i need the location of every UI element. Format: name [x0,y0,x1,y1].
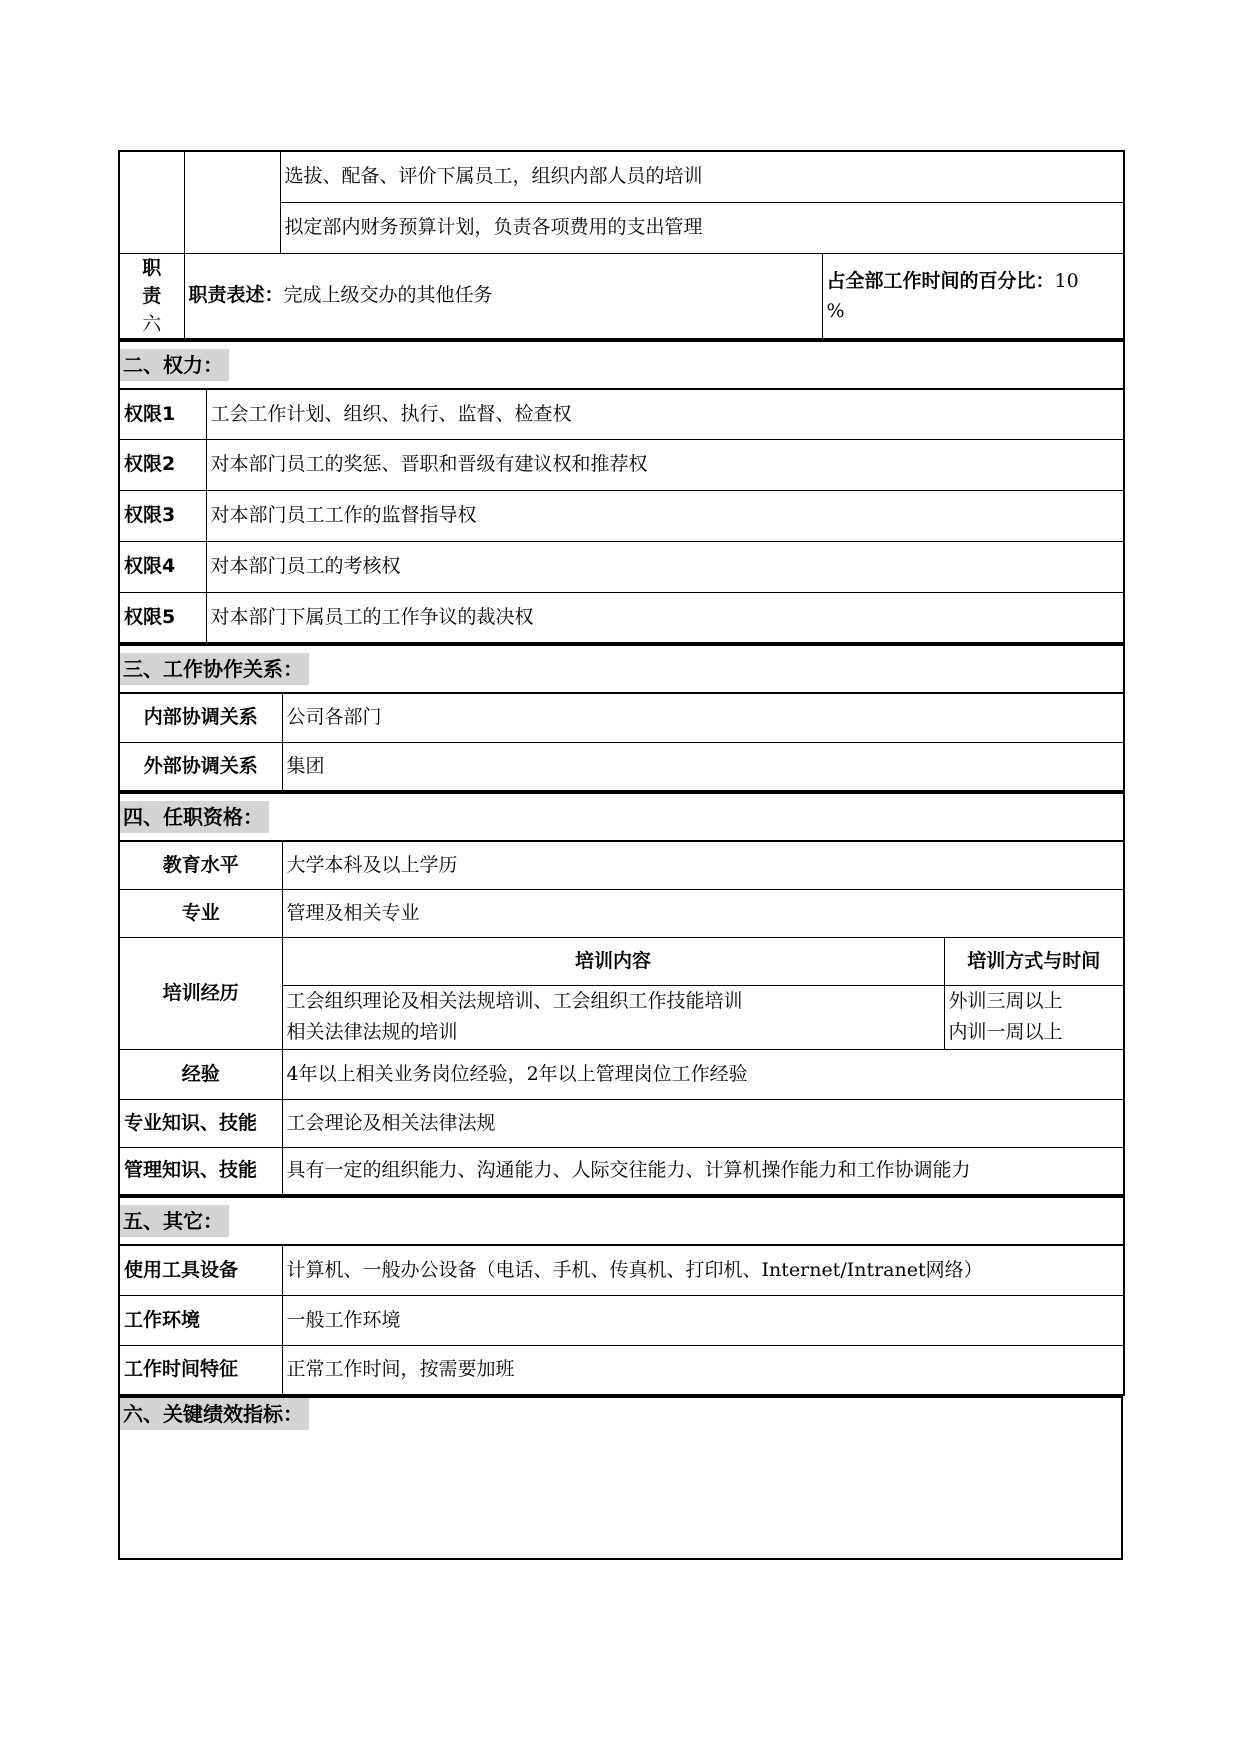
other-label: 使用工具设备 [119,1245,282,1295]
kpi-section [119,1397,1122,1559]
training-label: 培训经历 [119,937,282,1049]
authority-label: 权限1 [119,389,206,439]
duty6-percentage [822,253,1124,339]
authority-label: 权限5 [119,592,206,643]
relation-label: 外部协调关系 [119,742,282,791]
authority-text: 对本部门员工工作的监督指导权 [206,490,1124,541]
section-title: 六、关键绩效指标： [120,1398,309,1430]
duties-table [118,150,1125,340]
training-method-line: 外训三周以上 [948,990,1063,1012]
training-method-line: 内训一周以上 [948,1021,1063,1043]
authority-table [118,340,1125,644]
other-label: 工作时间特征 [119,1345,282,1395]
major-text: 管理及相关专业 [282,889,1124,937]
relation-text: 公司各部门 [282,693,1124,742]
relations-table [118,644,1125,792]
kpi-table [118,1396,1123,1560]
section-title: 三、工作协作关系： [120,653,309,685]
other-text: 一般工作环境 [282,1295,1124,1345]
authority-text: 对本部门员工的奖惩、晋职和晋级有建议权和推荐权 [206,439,1124,490]
authority-label: 权限4 [119,541,206,592]
other-label: 工作环境 [119,1295,282,1345]
section-title: 四、任职资格： [120,801,269,833]
training-content-line: 工会组织理论及相关法规培训、工会组织工作技能培训 [286,990,743,1012]
authority-text: 对本部门下属员工的工作争议的裁决权 [206,592,1124,643]
knowledge-label: 专业知识、技能 [119,1099,282,1147]
duty6-char: 职 [142,256,162,279]
section-title: 五、其它： [120,1205,229,1237]
duty-empty-cell-2 [184,151,280,253]
mgmt-skill-label: 管理知识、技能 [119,1147,282,1195]
training-content [282,985,944,1049]
duty-item: 拟定部内财务预算计划，负责各项费用的支出管理 [280,202,1124,253]
knowledge-text: 工会理论及相关法律法规 [282,1099,1124,1147]
authority-label: 权限3 [119,490,206,541]
training-content-line: 相关法律法规的培训 [286,1021,458,1043]
qualifications-table [118,792,1125,1196]
section-header [119,341,1124,389]
duty6-label [119,253,184,339]
training-method-header: 培训方式与时间 [944,937,1124,985]
section-header [119,645,1124,693]
duty6-description [184,253,822,339]
experience-label: 经验 [119,1049,282,1099]
training-content-header: 培训内容 [282,937,944,985]
pct-unit: % [826,299,845,322]
major-label: 专业 [119,889,282,937]
other-text: 计算机、一般办公设备（电话、手机、传真机、打印机、Internet/Intranet网络） [282,1245,1124,1295]
pct-value: 10 [1054,269,1079,292]
section-title: 二、权力： [120,349,229,381]
authority-text: 对本部门员工的考核权 [206,541,1124,592]
mgmt-skill-text: 具有一定的组织能力、沟通能力、人际交往能力、计算机操作能力和工作协调能力 [282,1147,1124,1195]
relation-label: 内部协调关系 [119,693,282,742]
duty6-desc-text: 完成上级交办的其他任务 [283,284,493,307]
duty6-desc-label: 职责表述： [188,284,284,307]
authority-text: 工会工作计划、组织、执行、监督、检查权 [206,389,1124,439]
relation-text: 集团 [282,742,1124,791]
pct-label: 占全部工作时间的百分比： [826,269,1055,292]
section-header [119,1197,1124,1245]
experience-text: 4年以上相关业务岗位经验，2年以上管理岗位工作经验 [282,1049,1124,1099]
education-text: 大学本科及以上学历 [282,841,1124,889]
section-header [119,793,1124,841]
duty6-char: 责 [142,284,162,307]
education-label: 教育水平 [119,841,282,889]
duty-empty-cell [119,151,184,253]
job-description-page [118,150,1123,1560]
training-method [944,985,1124,1049]
duty6-char: 六 [142,312,162,335]
duty-item: 选拔、配备、评价下属员工，组织内部人员的培训 [280,151,1124,202]
authority-label: 权限2 [119,439,206,490]
other-text: 正常工作时间，按需要加班 [282,1345,1124,1395]
other-table [118,1196,1125,1396]
